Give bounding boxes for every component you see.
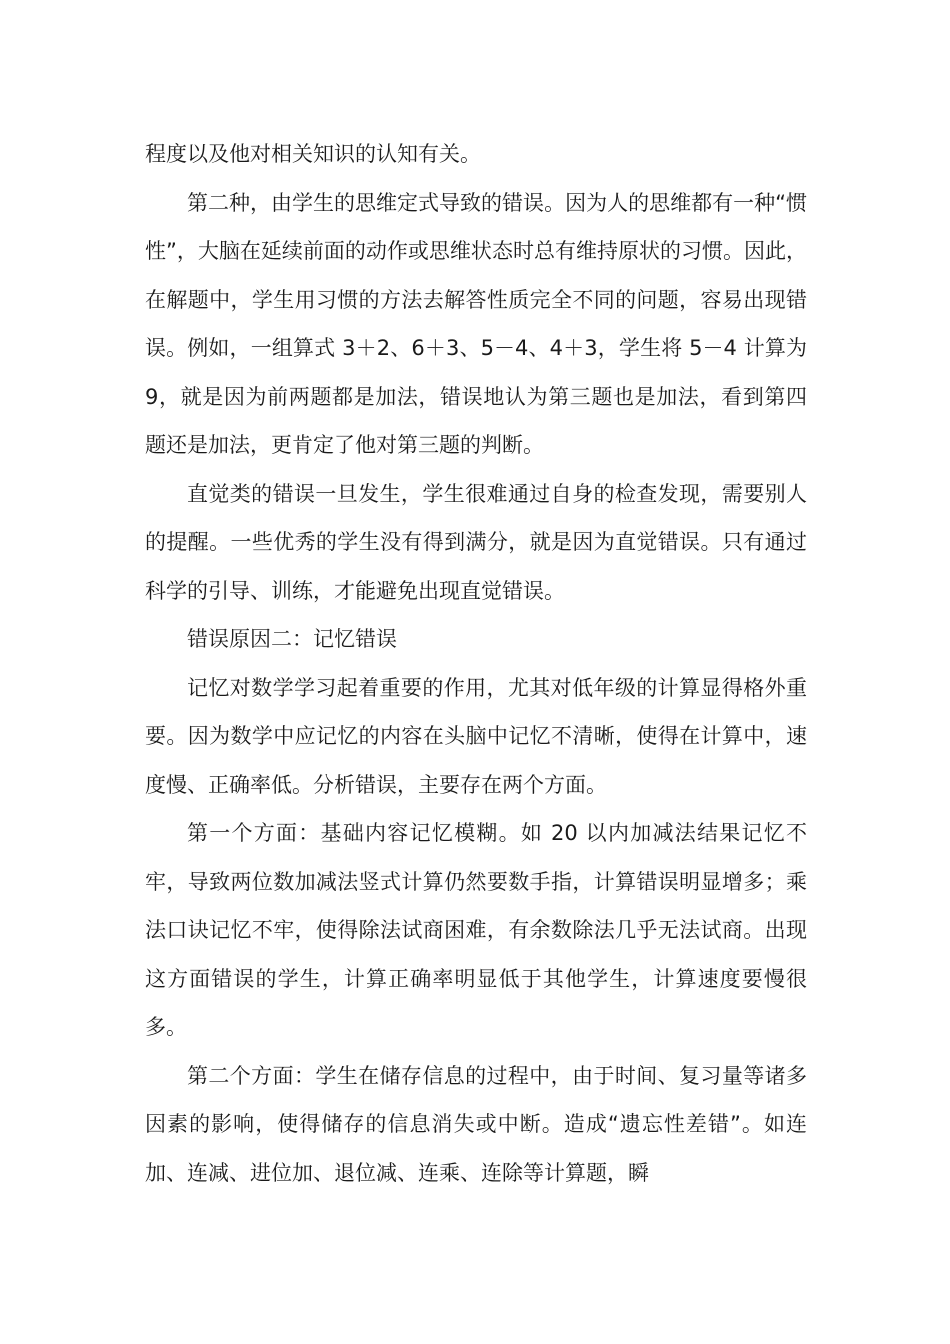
section-heading: 错误原因二：记忆错误 <box>187 627 397 651</box>
paragraph-3: 直觉类的错误一旦发生，学生很难通过自身的检查发现，需要别人的提醒。一些优秀的学生没有得到满分，就是因为直觉错误。只有通过科学的引导、训练，才能避免出现直觉错误。 <box>145 481 807 603</box>
document-page <box>145 130 807 1197</box>
paragraph-2: 第二种，由学生的思维定式导致的错误。因为人的思维都有一种“惯性”，大脑在延续前面的动作或思维状态时总有维持原状的习惯。因此，在解题中，学生用习惯的方法去解答性质完全不同的问题，容易出现错误。例如，一组算式 3＋2、6＋3、5－4、4＋3，学生将 5－4 计算为 9，就是因为前两题都是加法，错误地认为第三题也是加法，看到第四题还是加法，更肯定了他对第三题的判断。 <box>145 190 807 457</box>
paragraph-5: 记忆对数学学习起着重要的作用，尤其对低年级的计算显得格外重要。因为数学中应记忆的内容在头脑中记忆不清晰，使得在计算中，速度慢、正确率低。分析错误，主要存在两个方面。 <box>145 675 807 797</box>
paragraph-1: 程度以及他对相关知识的认知有关。 <box>145 142 481 166</box>
paragraph-6: 第一个方面：基础内容记忆模糊。如 20 以内加减法结果记忆不牢，导致两位数加减法竖式计算仍然要数手指，计算错误明显增多；乘法口诀记忆不牢，使得除法试商困难，有余数除法几乎无法试商。出现这方面错误的学生，计算正确率明显低于其他学生，计算速度要慢很多。 <box>145 821 807 1039</box>
paragraph-7: 第二个方面：学生在储存信息的过程中，由于时间、复习量等诸多因素的影响，使得储存的信息消失或中断。造成“遗忘性差错”。如连加、连减、进位加、退位减、连乘、连除等计算题，瞬 <box>145 1063 807 1185</box>
